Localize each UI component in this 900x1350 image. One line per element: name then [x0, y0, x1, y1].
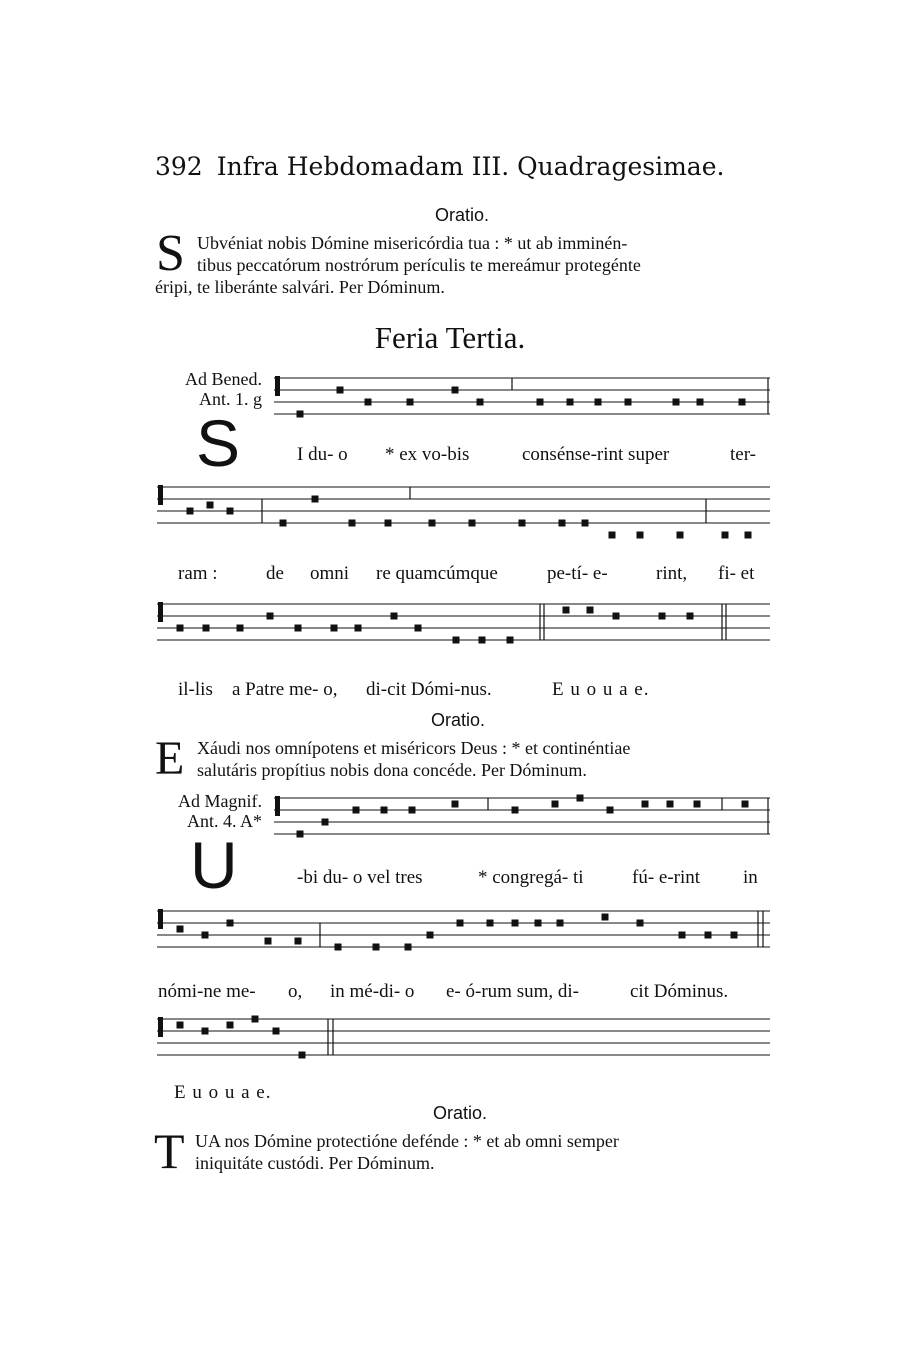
neume	[739, 399, 746, 406]
neume	[457, 920, 464, 927]
lyric-segment: cit Dóminus.	[630, 981, 729, 1002]
neume	[202, 1028, 209, 1035]
neume	[667, 801, 674, 808]
lyric-segment: di-cit Dómi-nus.	[366, 679, 492, 700]
oratio-heading-3: Oratio.	[432, 1103, 488, 1123]
neume	[679, 932, 686, 939]
neume	[331, 625, 338, 632]
oratio-1-line: éripi, te liberánte salvári. Per Dóminum.	[155, 277, 445, 297]
neume	[567, 399, 574, 406]
antiphon-1-initial: S	[196, 406, 241, 480]
neume	[297, 831, 304, 838]
clef-mark	[275, 376, 280, 396]
neume	[595, 399, 602, 406]
neume	[391, 613, 398, 620]
clef-mark	[275, 796, 280, 816]
page-number: 392	[155, 152, 203, 181]
antiphon-2-label-line1: Ad Magnif.	[178, 791, 262, 811]
lyric-segment: ram :	[178, 563, 218, 584]
chant-staff	[157, 485, 770, 539]
neume	[187, 508, 194, 515]
neume	[267, 613, 274, 620]
neume	[477, 399, 484, 406]
neume	[252, 1016, 259, 1023]
lyric-segment: I du- o	[297, 444, 348, 465]
neume	[552, 801, 559, 808]
lyric-segment: in mé-di- o	[330, 981, 415, 1002]
neume	[687, 613, 694, 620]
chant-staff	[274, 376, 770, 418]
neume	[582, 520, 589, 527]
neume	[299, 1052, 306, 1059]
clef-mark	[158, 1017, 163, 1037]
chant-staff	[157, 909, 770, 951]
neume	[227, 1022, 234, 1029]
neume	[607, 807, 614, 814]
neume	[265, 938, 272, 945]
neume	[694, 801, 701, 808]
oratio-heading-2: Oratio.	[430, 710, 486, 730]
neume	[512, 920, 519, 927]
page-title: Infra Hebdomadam III. Quadragesimae.	[216, 152, 725, 181]
neume	[609, 532, 616, 539]
neume	[207, 502, 214, 509]
neume	[355, 625, 362, 632]
lyric-segment: in	[743, 867, 758, 888]
neume	[469, 520, 476, 527]
neume	[512, 807, 519, 814]
neume	[577, 795, 584, 802]
neume	[537, 399, 544, 406]
antiphon-1-label-line2: Ant. 1. g	[199, 389, 262, 409]
lyric-segment: e- ó-rum sum, di-	[446, 981, 579, 1002]
clef-mark	[158, 602, 163, 622]
neume	[322, 819, 329, 826]
neume	[349, 520, 356, 527]
clef-mark	[158, 909, 163, 929]
neume	[409, 807, 416, 814]
lyric-segment: E u o u a e.	[174, 1082, 272, 1103]
neume	[731, 932, 738, 939]
neume	[453, 637, 460, 644]
neume	[227, 920, 234, 927]
neume	[202, 932, 209, 939]
neume	[452, 387, 459, 394]
drop-cap-t: T	[154, 1123, 185, 1179]
neume	[535, 920, 542, 927]
neume	[625, 399, 632, 406]
chant-staff	[157, 1016, 770, 1059]
lyric-segment: omni	[310, 563, 350, 584]
chant-staff	[274, 795, 770, 838]
oratio-2-line: salutáris propítius nobis dona concéde. Per Dóminum.	[197, 760, 587, 780]
lyric-segment: re quamcúmque	[376, 563, 498, 584]
neume	[637, 532, 644, 539]
lyric-segment: fi- et	[718, 563, 755, 584]
lyric-segment: fú- e-rint	[632, 867, 701, 888]
neume	[177, 625, 184, 632]
lyric-segment: a Patre me- o,	[232, 679, 338, 700]
neume	[273, 1028, 280, 1035]
drop-cap-e: E	[155, 732, 185, 785]
drop-cap-s: S	[156, 225, 185, 282]
feria-title: Feria Tertia.	[374, 320, 526, 355]
lyric-segment: rint,	[656, 563, 688, 584]
neume	[335, 944, 342, 951]
clef-mark	[158, 485, 163, 505]
neume	[280, 520, 287, 527]
lyric-segment: nómi-ne me-	[158, 981, 256, 1002]
neume	[452, 801, 459, 808]
oratio-1-line: Ubvéniat nobis Dómine misericórdia tua : * ut ab imminén-	[197, 233, 628, 253]
neume	[705, 932, 712, 939]
antiphon-2-initial: U	[190, 828, 238, 902]
neume	[427, 932, 434, 939]
neume	[722, 532, 729, 539]
neume	[563, 607, 570, 614]
lyric-segment: * ex vo-bis	[385, 444, 470, 465]
lyric-segment: consénse-rint super	[522, 444, 670, 465]
neume	[365, 399, 372, 406]
neume	[642, 801, 649, 808]
neume	[381, 807, 388, 814]
neume	[659, 613, 666, 620]
lyric-segment: de	[266, 563, 284, 584]
lyric-segment: il-lis	[178, 679, 213, 700]
lyric-segment: -bi du- o vel tres	[297, 867, 423, 888]
neume	[297, 411, 304, 418]
neume	[677, 532, 684, 539]
neume	[559, 520, 566, 527]
neume	[487, 920, 494, 927]
lyric-segment: * congregá- ti	[478, 867, 584, 888]
neume	[385, 520, 392, 527]
oratio-1-line: tibus peccatórum nostrórum perículis te mereámur protegénte	[197, 255, 641, 275]
oratio-3-line: UA nos Dómine protectióne defénde : * et ab omni semper	[195, 1131, 619, 1151]
neume	[312, 496, 319, 503]
neume	[337, 387, 344, 394]
neume	[177, 926, 184, 933]
neume	[295, 625, 302, 632]
chant-staff	[157, 602, 770, 644]
neume	[407, 399, 414, 406]
neume	[429, 520, 436, 527]
neume	[479, 637, 486, 644]
neume	[373, 944, 380, 951]
neume	[405, 944, 412, 951]
antiphon-1-label-line1: Ad Bened.	[185, 369, 262, 389]
neume	[742, 801, 749, 808]
lyric-segment: o,	[288, 981, 303, 1002]
neume	[353, 807, 360, 814]
neume	[637, 920, 644, 927]
neume	[697, 399, 704, 406]
neume	[587, 607, 594, 614]
lyric-segment: E u o u a e.	[552, 679, 650, 700]
oratio-3-line: iniquitáte custódi. Per Dóminum.	[195, 1153, 435, 1173]
neume	[237, 625, 244, 632]
neume	[507, 637, 514, 644]
neume	[295, 938, 302, 945]
oratio-2-line: Xáudi nos omnípotens et miséricors Deus : * et continéntiae	[197, 738, 631, 758]
neume	[557, 920, 564, 927]
neume	[203, 625, 210, 632]
neume	[613, 613, 620, 620]
neume	[415, 625, 422, 632]
neume	[519, 520, 526, 527]
lyric-segment: pe-tí- e-	[547, 563, 608, 584]
neume	[745, 532, 752, 539]
neume	[177, 1022, 184, 1029]
antiphon-2-label-line2: Ant. 4. A*	[186, 811, 262, 831]
neume	[673, 399, 680, 406]
neume	[227, 508, 234, 515]
neume	[602, 914, 609, 921]
oratio-heading-1: Oratio.	[434, 205, 490, 225]
lyric-segment: ter-	[730, 444, 756, 465]
